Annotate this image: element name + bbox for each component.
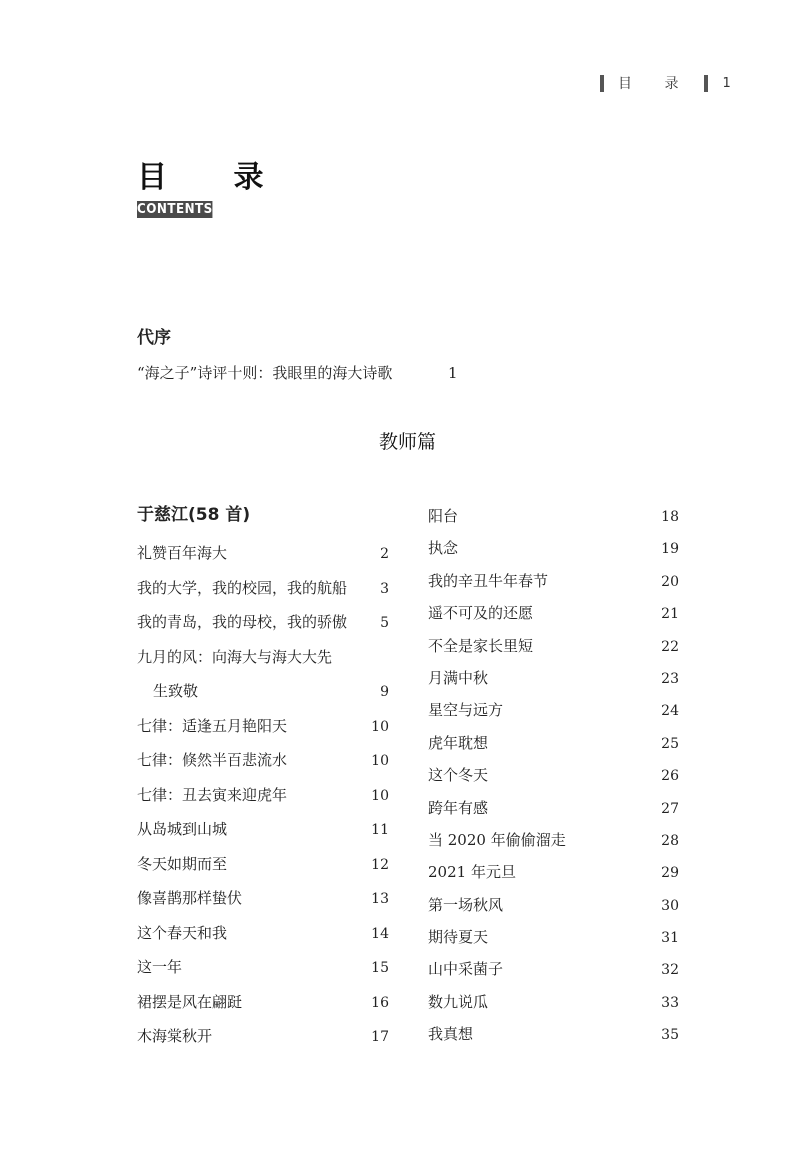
toc-heading: 目 录 (137, 160, 292, 195)
toc-entry-title: 生致敬 (153, 682, 199, 700)
toc-entry-title: 这一年 (137, 958, 183, 976)
toc-entry-title: 跨年有感 (428, 798, 489, 817)
toc-entry-page: 35 (661, 1027, 679, 1044)
toc-entry-page: 11 (371, 822, 389, 838)
toc-left-column (137, 536, 389, 1054)
toc-entry-title: 执念 (428, 539, 459, 558)
toc-entry-page: 13 (371, 891, 389, 907)
toc-entry (428, 532, 679, 564)
toc-entry (137, 571, 389, 606)
toc-entry-page: 5 (380, 615, 389, 631)
toc-entry (428, 630, 679, 662)
contents-badge: CONTENTS (137, 202, 213, 217)
toc-entry-page: 10 (371, 753, 389, 769)
toc-entry (428, 792, 679, 824)
author-title: 于慈江(58 首) (137, 505, 251, 525)
toc-entry-page: 26 (661, 768, 679, 785)
toc-entry-title: 这个冬天 (428, 766, 489, 785)
toc-entry-title: 山中采菌子 (428, 960, 504, 979)
toc-entry (428, 565, 679, 597)
toc-entry-title: 期待夏天 (428, 928, 489, 947)
toc-entry (137, 812, 389, 847)
running-head-title: 目 录 (618, 76, 693, 92)
toc-entry-title: 不全是家长里短 (428, 636, 534, 655)
preface-entry-page: 1 (448, 364, 458, 382)
toc-entry-title: 遥不可及的还愿 (428, 604, 534, 623)
toc-entry-title: 我的辛丑牛年春节 (428, 571, 549, 590)
toc-entry-page: 3 (380, 580, 389, 597)
running-head-page-number: 1 (722, 75, 731, 91)
toc-entry-page: 17 (371, 1029, 389, 1045)
toc-entry-page: 31 (661, 930, 679, 947)
toc-entry (137, 916, 389, 951)
toc-entry-title: 第一场秋风 (428, 895, 504, 914)
toc-entry-title: 数九说瓜 (428, 992, 489, 1011)
toc-entry-title: 从岛城到山城 (137, 820, 228, 838)
toc-entry-page: 33 (661, 994, 679, 1011)
toc-entry (428, 500, 679, 532)
toc-entry (137, 1019, 389, 1054)
toc-entry-title: 冬天如期而至 (137, 854, 228, 873)
toc-entry-title: 我的大学，我的校园，我的航船 (137, 578, 348, 597)
toc-entry-page: 12 (371, 856, 389, 873)
toc-entry (428, 824, 679, 856)
toc-entry-title: 七律：倏然半百悲流水 (137, 751, 288, 769)
toc-entry-page: 25 (661, 735, 679, 752)
toc-entry (428, 856, 679, 888)
toc-entry-page: 28 (661, 832, 679, 849)
toc-entry-title: 月满中秋 (428, 668, 489, 687)
toc-entry-title: 裙摆是风在翩跹 (137, 992, 243, 1011)
toc-entry-title: 我的青岛，我的母校，我的骄傲 (137, 613, 348, 631)
preface-title: 代序 (137, 328, 171, 348)
toc-entry-page: 9 (380, 684, 389, 700)
toc-entry-page: 23 (661, 670, 679, 687)
toc-entry-page: 16 (371, 994, 389, 1011)
toc-entry (137, 847, 389, 882)
toc-entry (137, 640, 389, 675)
toc-entry-title: 像喜鹊那样蛰伏 (137, 889, 243, 907)
toc-entry (137, 709, 389, 744)
toc-entry-continuation (137, 674, 389, 709)
toc-entry (428, 953, 679, 985)
toc-entry-page: 14 (371, 925, 389, 942)
toc-entry-page: 20 (661, 573, 679, 590)
toc-entry (428, 597, 679, 629)
toc-entry-page: 10 (371, 787, 389, 804)
toc-entry-page: 22 (661, 638, 679, 655)
toc-entry-title: 九月的风：向海大与海大大先 (137, 647, 333, 666)
toc-entry-title: 木海棠秋开 (137, 1027, 213, 1045)
toc-entry-page: 19 (661, 541, 679, 558)
toc-entry-title: 七律：适逢五月艳阳天 (137, 716, 288, 735)
toc-entry-page: 18 (661, 509, 679, 525)
toc-entry (137, 605, 389, 640)
toc-entry (428, 889, 679, 921)
toc-entry (428, 759, 679, 791)
running-head-right-bar (704, 75, 708, 92)
toc-entry-title: 星空与远方 (428, 701, 504, 720)
running-head-left-bar (600, 75, 604, 92)
toc-entry-title: 当 2020 年偷偷溜走 (428, 830, 566, 849)
toc-entry (137, 985, 389, 1020)
toc-entry (428, 662, 679, 694)
running-head (600, 73, 731, 93)
toc-entry-page: 27 (661, 800, 679, 817)
toc-right-column (428, 500, 679, 1051)
section-title: 教师篇 (378, 431, 436, 453)
toc-entry-page: 15 (371, 960, 389, 976)
toc-entry (137, 881, 389, 916)
toc-entry (137, 778, 389, 813)
preface-entry-title: “海之子”诗评十则：我眼里的海大诗歌 (137, 364, 393, 382)
toc-entry-title: 2021 年元旦 (428, 863, 516, 882)
toc-entry-page: 24 (661, 703, 679, 720)
toc-entry (137, 950, 389, 985)
toc-entry (428, 986, 679, 1018)
toc-entry-page: 10 (371, 718, 389, 735)
toc-entry (428, 921, 679, 953)
toc-entry-title: 阳台 (428, 507, 459, 525)
toc-entry-title: 虎年耽想 (428, 733, 489, 752)
toc-entry-page: 32 (661, 962, 679, 979)
toc-entry (428, 1018, 679, 1050)
toc-entry-title: 我真想 (428, 1025, 474, 1044)
toc-entry (428, 694, 679, 726)
toc-entry (137, 743, 389, 778)
toc-entry-title: 礼赞百年海大 (137, 544, 228, 562)
toc-entry-page: 21 (661, 606, 679, 623)
toc-entry-page: 29 (661, 865, 679, 882)
toc-entry-title: 这个春天和我 (137, 923, 228, 942)
toc-entry-page: 2 (380, 546, 389, 562)
toc-entry-page: 30 (661, 897, 679, 914)
toc-entry (137, 536, 389, 571)
toc-entry-title: 七律：丑去寅来迎虎年 (137, 785, 288, 804)
toc-entry (428, 727, 679, 759)
